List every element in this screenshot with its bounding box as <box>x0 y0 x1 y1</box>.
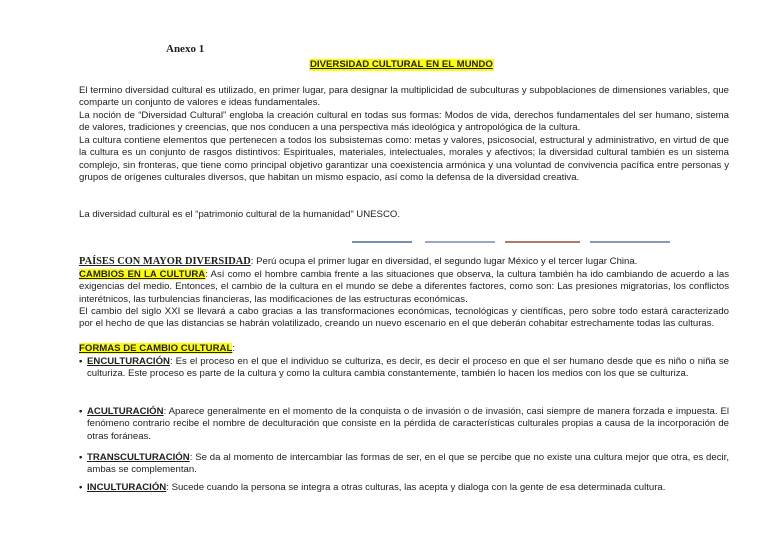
paragraph-unesco: La diversidad cultural es el “patrimonio cultural de la humanidad” UNESCO. <box>79 209 401 220</box>
section-paises <box>79 256 729 268</box>
term-inculturacion: INCULTURACIÓN <box>87 482 167 493</box>
section-cambios <box>79 269 729 306</box>
formas-colon: : <box>232 343 235 354</box>
term-enculturacion: ENCULTURACIÓN <box>87 356 170 367</box>
heading-paises: PAÍSES CON MAYOR DIVERSIDAD <box>79 256 251 267</box>
paragraph-siglo: El cambio del siglo XXI se llevará a cabo gracias a las transformaciones económicas, tecnológicas y científicas, pero sobre todo estará caracterizado por el hecho de que las distancias se habrán volatilizado, creando un nuevo escenario en el que deberán cohabitar estrechamente todas las culturas. <box>79 306 729 330</box>
term-transculturacion: TRANSCULTURACIÓN <box>87 452 190 463</box>
heading-formas: FORMAS DE CAMBIO CULTURAL <box>79 343 233 354</box>
separator-line <box>590 241 670 243</box>
list-item <box>79 406 729 443</box>
section-formas <box>79 343 729 355</box>
bullet-icon: • <box>79 406 83 417</box>
bullet-text: : Se da al momento de intercambiar las formas de ser, en el que se percibe que no existe una cultura mejor que otra, es decir, ambas se complementan. <box>87 452 729 476</box>
document-title: DIVERSIDAD CULTURAL EN EL MUNDO <box>310 59 493 70</box>
list-item <box>79 356 729 381</box>
list-item <box>79 482 729 494</box>
cambios-text: : Así como el hombre cambia frente a las situaciones que observa, la cultura también ha ido cambiando de acuerdo a las exigencias del medio. Entonces, el cambio de la cultura en el mundo se debe a diferentes factores, como son: Las presiones migratorias, los conflictos interétnicos, las turbulencias financieras, las modificaciones de las estructuras económicas. <box>79 269 729 305</box>
annex-label: Anexo 1 <box>166 43 205 55</box>
separator-line <box>352 241 412 243</box>
heading-cambios: CAMBIOS EN LA CULTURA <box>79 269 206 280</box>
paragraph-definition: El termino diversidad cultural es utilizado, en primer lugar, para designar la multiplicidad de subculturas y subpoblaciones de dimensiones variables, que comparte un conjunto de valores e ideas fundamentales. <box>79 85 729 109</box>
paragraph-notion: La noción de “Diversidad Cultural” engloba la creación cultural en todas sus formas: Modos de vida, derechos fundamentales del ser humano, sistema de valores, tradiciones y creencias, que nos conducen a una perspectiva más ideológica y antropológica de la cultura. <box>79 110 729 134</box>
bullet-text: : Aparece generalmente en el momento de la conquista o de invasión o de invasión, casi siempre de manera forzada e impuesta. El fenómeno contrario recibe el nombre de deculturación que consiste en la pérdida de características culturales propias a causa de la incorporación de otras foráneas. <box>87 406 729 442</box>
bullet-text: : Es el proceso en el que el individuo se culturiza, es decir, es decir el proceso en que el ser humano desde que es niño o niña se culturiza. Este proceso es parte de la cultura y como la cultura cambia constantemente, también lo hacen los medios con los que se culturiza. <box>87 356 729 380</box>
term-aculturacion: ACULTURACIÓN <box>87 406 164 417</box>
bullet-icon: • <box>79 452 83 463</box>
list-item <box>79 452 729 477</box>
paises-text: : Perú ocupa el primer lugar en diversidad, el segundo lugar México y el tercer lugar China. <box>250 256 638 267</box>
bullet-icon: • <box>79 356 83 367</box>
bullet-icon: • <box>79 482 83 493</box>
bullet-text: : Sucede cuando la persona se integra a otras culturas, las acepta y dialoga con la gente de esa determinada cultura. <box>166 482 666 493</box>
separator-line <box>425 241 495 243</box>
paragraph-elements: La cultura contiene elementos que pertenecen a todos los subsistemas como: metas y valores, psicosocial, estructural y administrativo, en virtud de que la cultura es un conjunto de rasgos distintivos: Espirituales, materiales, intelectuales, morales y afectivos; la diversidad cultural también es un sistema complejo, sin fronteras, que tiene como principal objetivo garantizar una coexistencia armónica y una voluntad de convivencia pacífica entre personas y grupos de orígenes culturales diversos, que habitan un mismo espacio, así como la defensa de la diversidad creativa. <box>79 135 729 184</box>
separator-line <box>505 241 580 243</box>
